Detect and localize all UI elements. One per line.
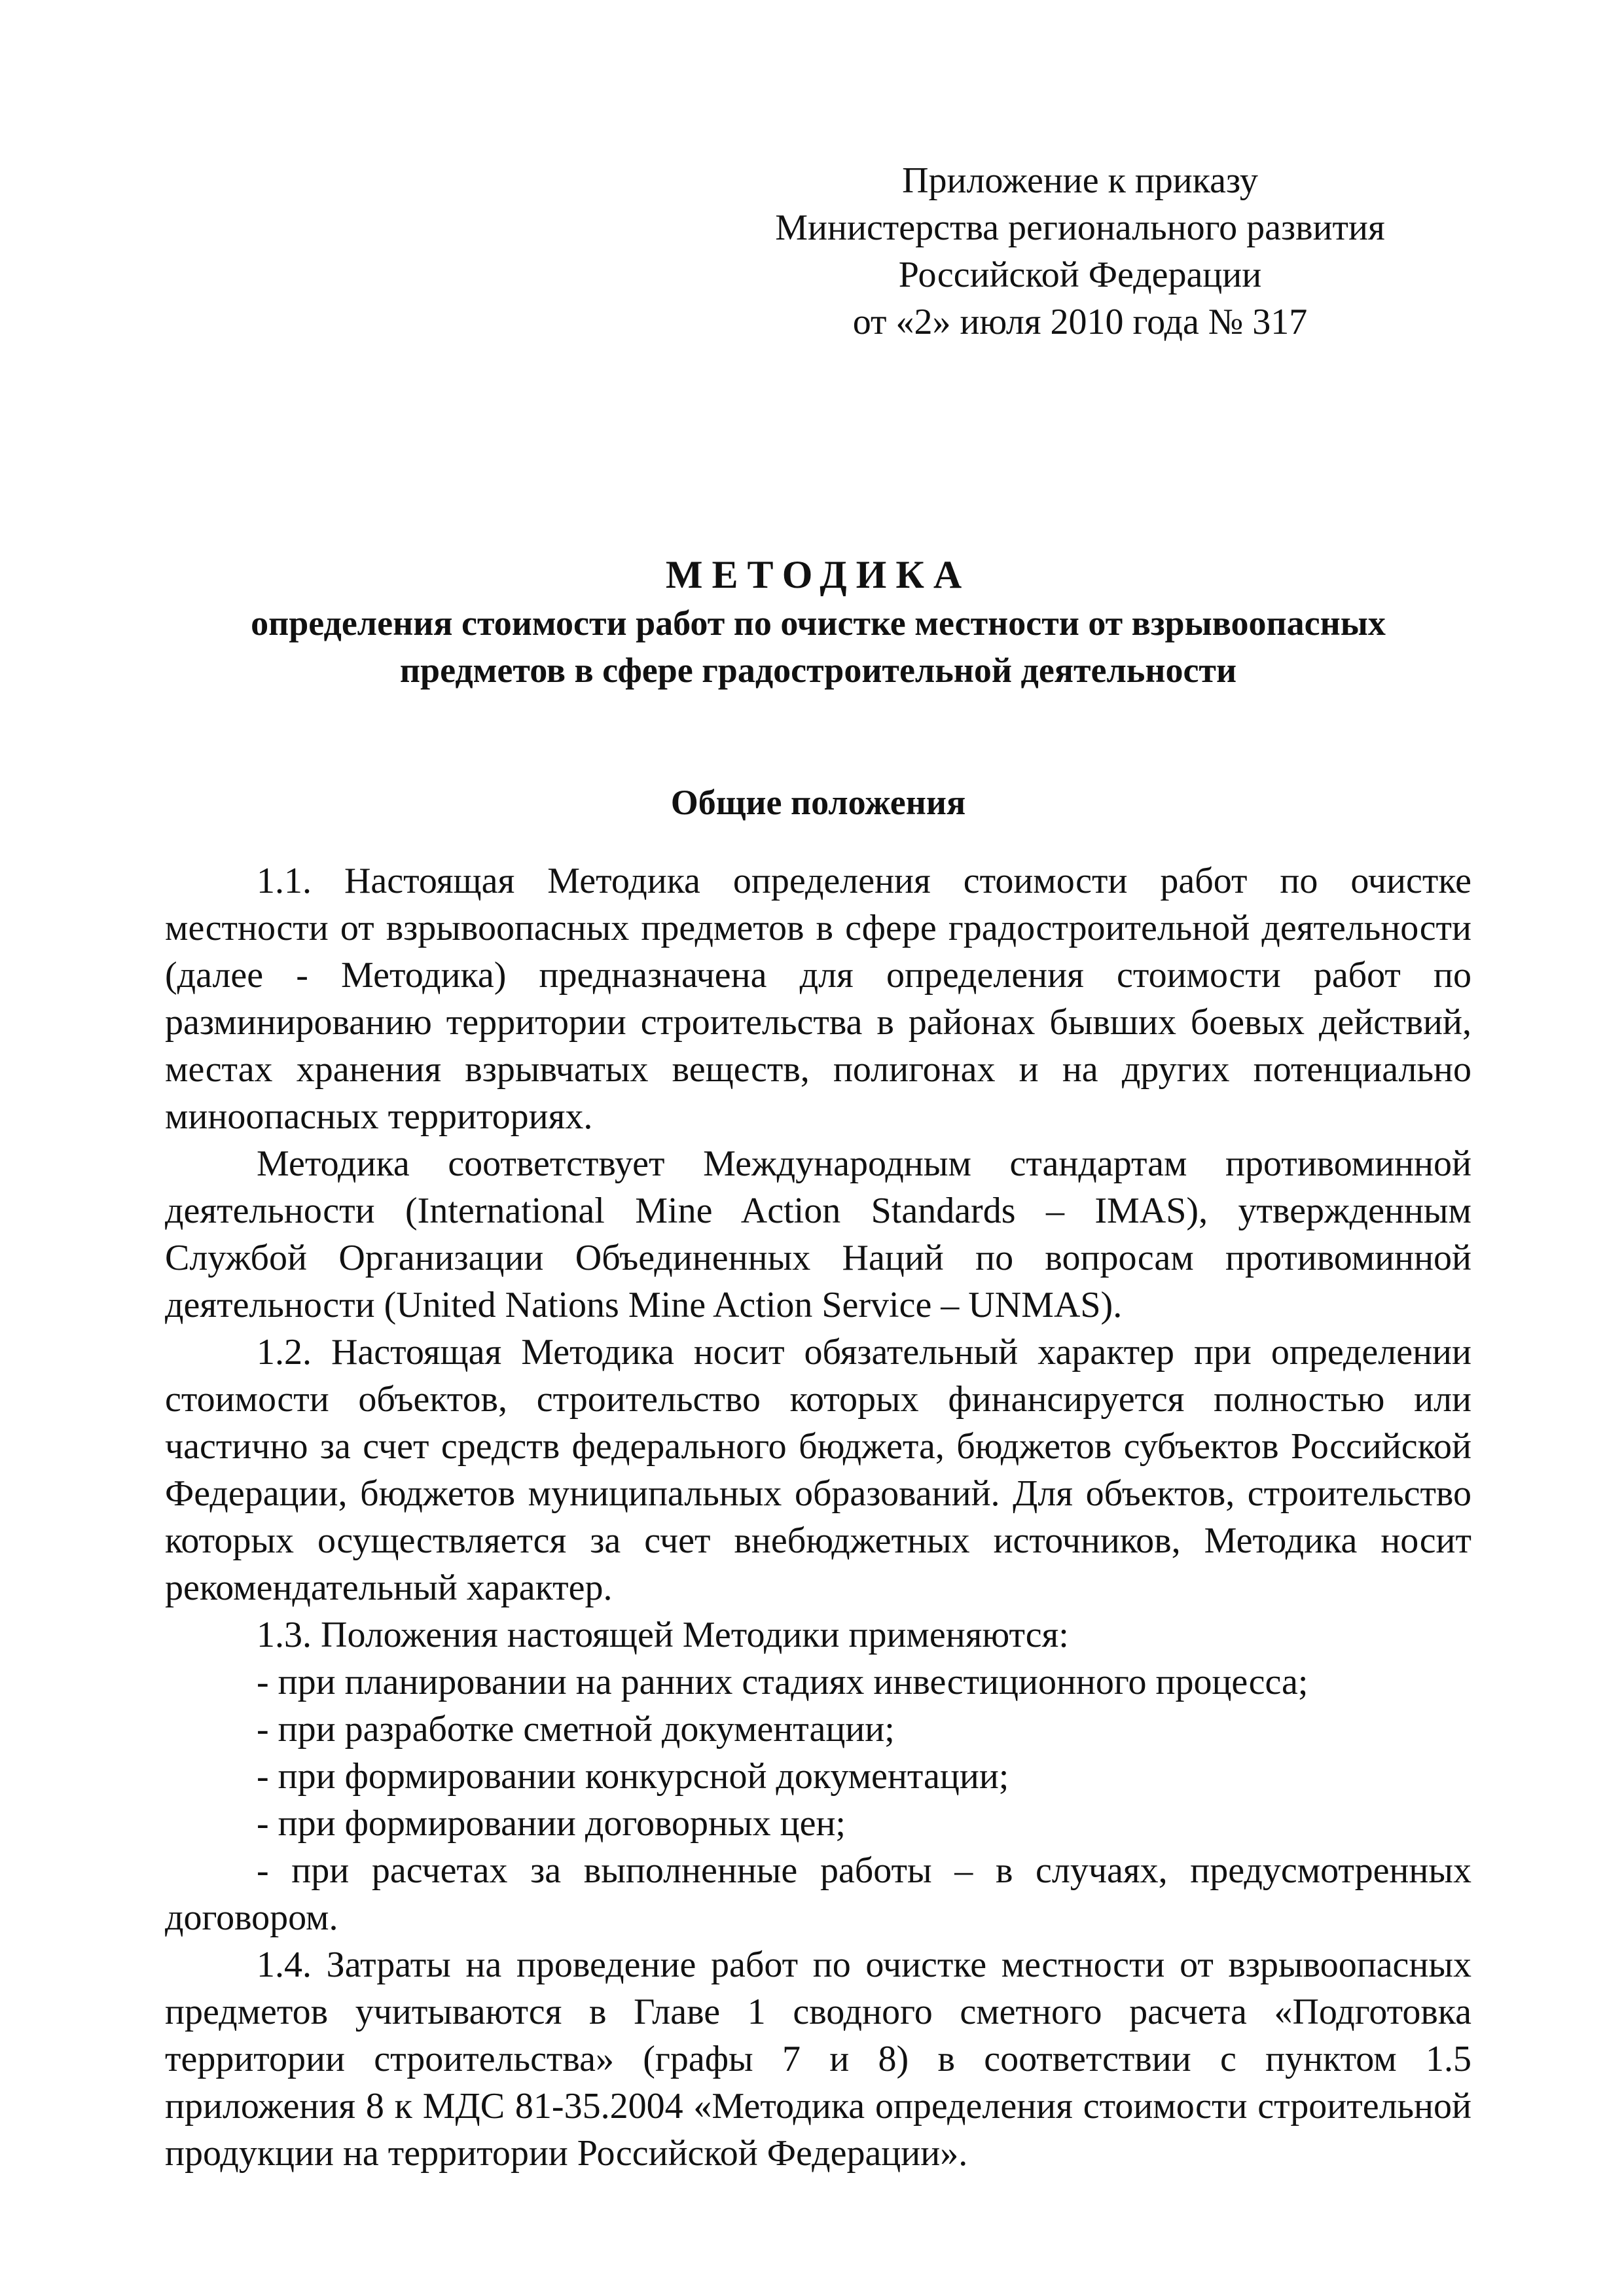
title-block — [164, 550, 1473, 694]
document-title: МЕТОДИКА — [665, 553, 971, 596]
list-item-planning: - при планировании на ранних стадиях инвестиционного процесса; — [257, 1662, 1308, 1702]
list-item-settlements: - при расчетах за выполненные работы – в случаях, предусмотренных договором. — [165, 1850, 1471, 1938]
annex-line-2: Министерства регионального развития — [775, 207, 1385, 248]
body-text — [165, 857, 1471, 2177]
annex-line-1: Приложение к приказу — [902, 160, 1258, 201]
annex-line-4: от «2» июля 2010 года № 317 — [852, 302, 1308, 342]
paragraph-1-2: 1.2. Настоящая Методика носит обязательный характер при определении стоимости объектов, строительство которых финансируется полностью или частично за счет средств федерального бюджета, бюджетов субъектов Российской Федерации, бюджетов муниципальных образований. Для объектов, строительство которых осуществляется за счет внебюджетных источников, Методика носит рекомендательный характер. — [165, 1332, 1471, 1608]
list-item-contract-prices: - при формировании договорных цен; — [257, 1803, 846, 1844]
list-item-estimates: - при разработке сметной документации; — [257, 1709, 895, 1749]
paragraph-1-1: 1.1. Настоящая Методика определения стоимости работ по очистке местности от взрывоопасных предметов в сфере градостроительной деятельности (далее - Методика) предназначена для определения стоимости работ по разминированию территории строительства в районах бывших боевых действий, местах хранения взрывчатых веществ, полигонах и на других потенциально миноопасных территориях. — [165, 861, 1471, 1137]
paragraph-1-4: 1.4. Затраты на проведение работ по очистке местности от взрывоопасных предметов учитываются в Главе 1 сводного сметного расчета «Подготовка территории строительства» (графы 7 и 8) в соответствии с пунктом 1.5 приложения 8 к МДС 81-35.2004 «Методика определения стоимости строительной продукции на территории Российской Федерации». — [165, 1945, 1471, 2174]
annex-line-3: Российской Федерации — [898, 255, 1262, 295]
section-heading: Общие положения — [670, 783, 966, 822]
paragraph-imas: Методика соответствует Международным стандартам противоминной деятельности (International Mine Action Standards – IMAS), утвержденным Службой Организации Объединенных Наций по вопросам противоминной деятельности (United Nations Mine Action Service – UNMAS). — [165, 1143, 1471, 1325]
list-item-tender: - при формировании конкурсной документации; — [257, 1756, 1009, 1797]
document-subtitle: определения стоимости работ по очистке местности от взрывоопасных предметов в сфере градостроительной деятельности — [251, 603, 1386, 690]
paragraph-1-3: 1.3. Положения настоящей Методики применяются: — [257, 1615, 1069, 1655]
annex-header — [753, 157, 1407, 346]
